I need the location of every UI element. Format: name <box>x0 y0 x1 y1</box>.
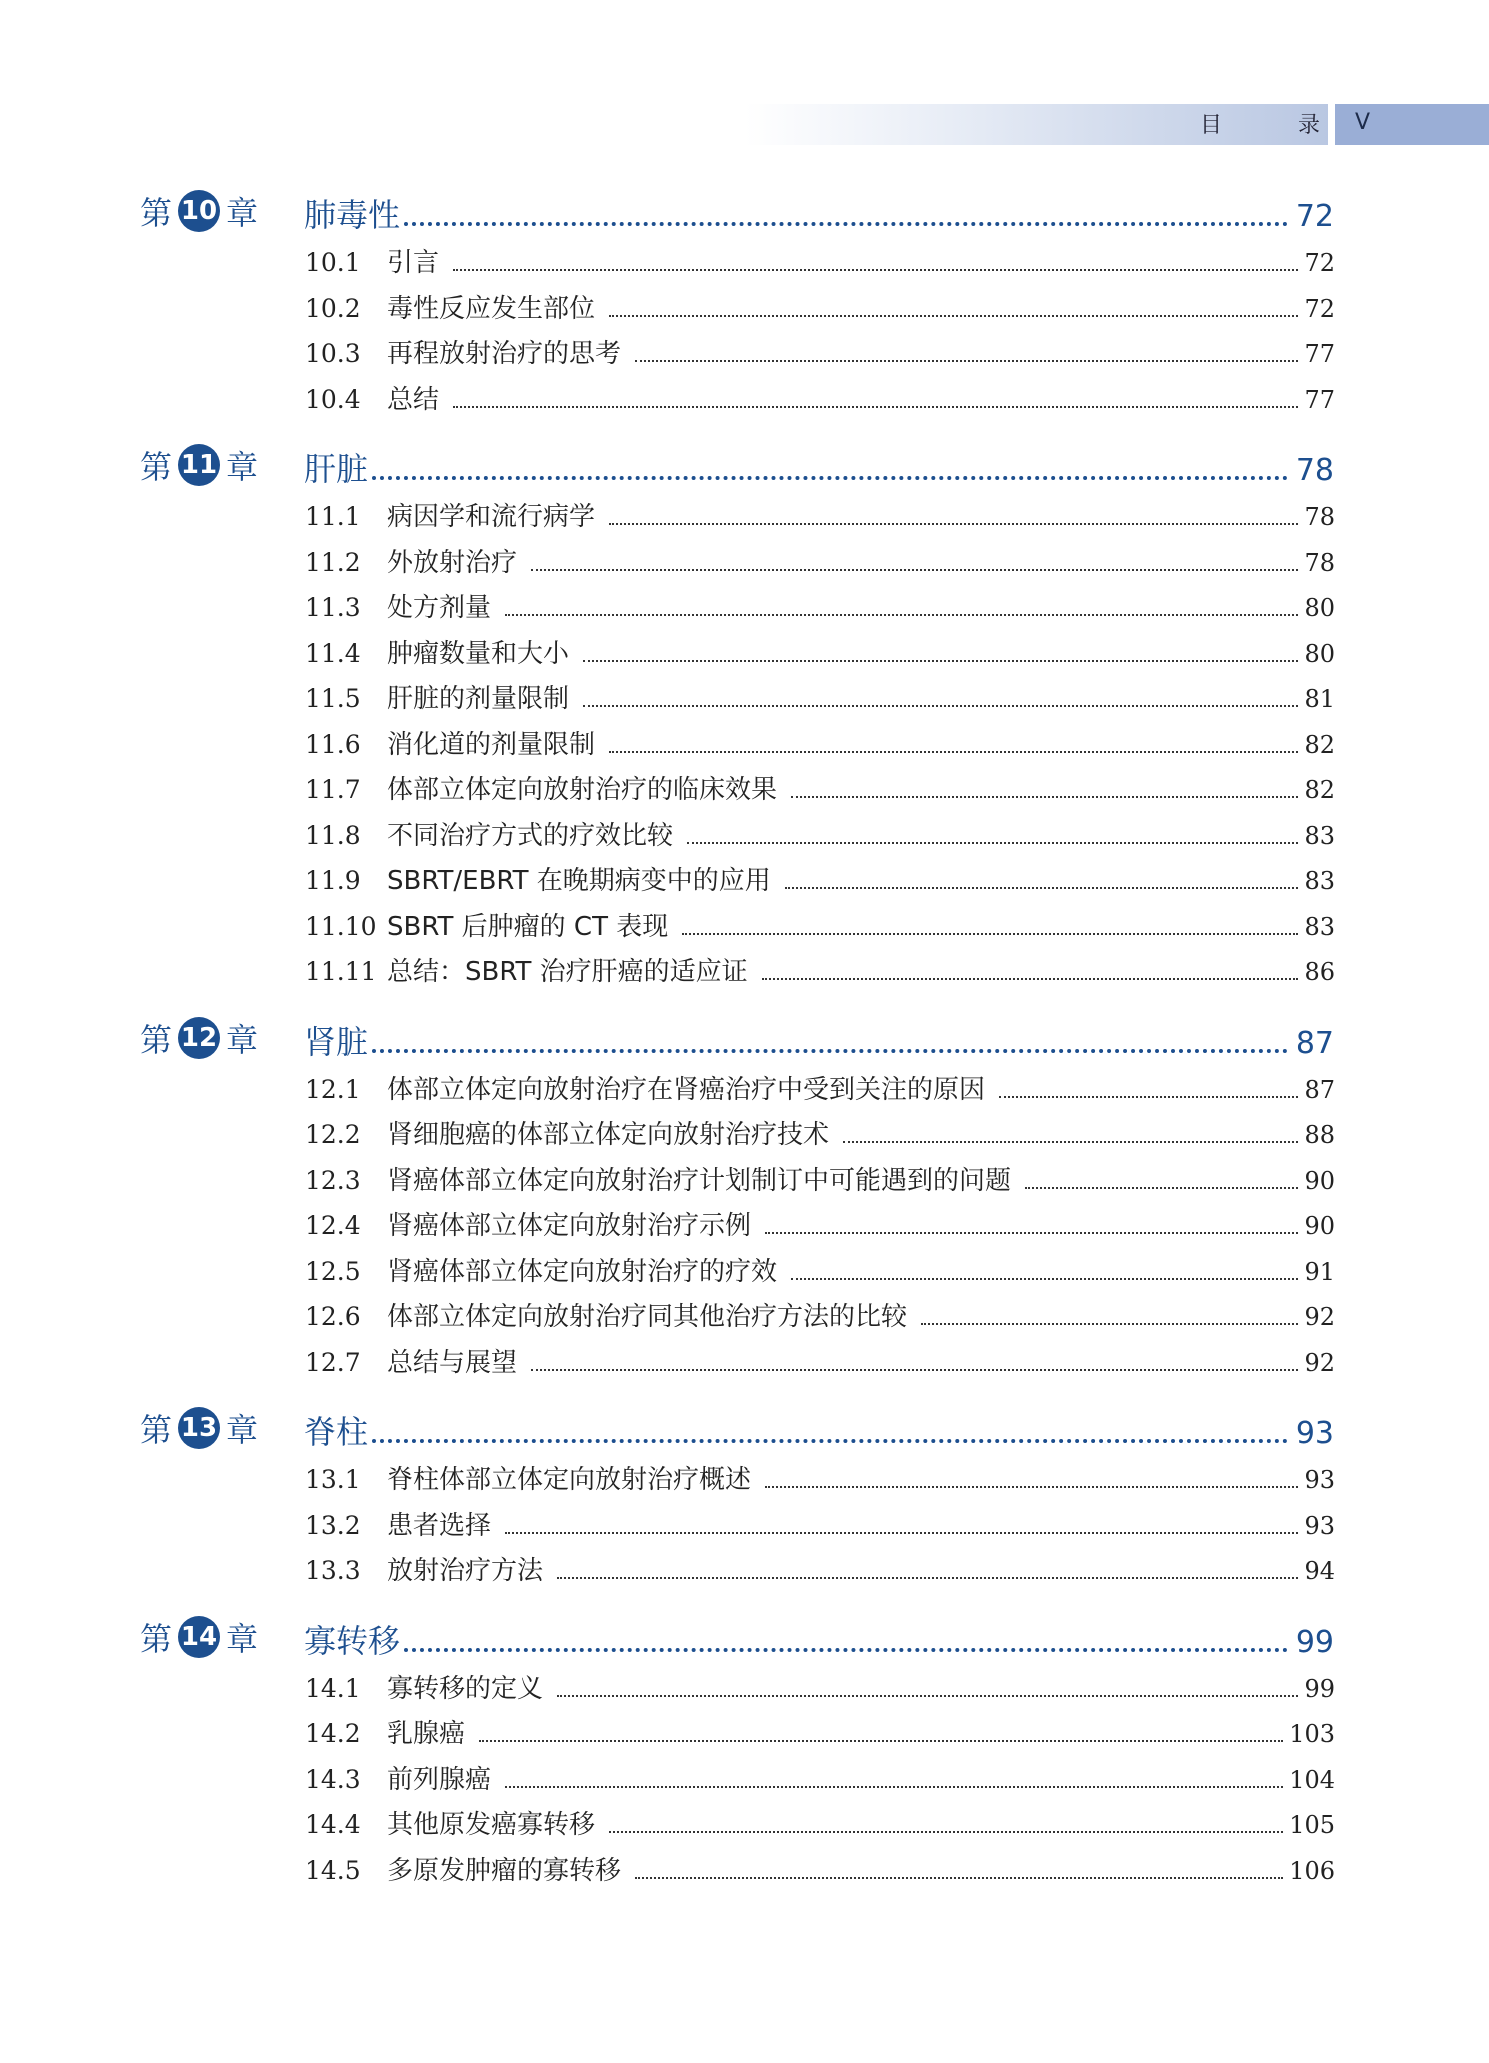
dot-leader <box>609 315 1298 317</box>
chapter-entry[interactable] <box>0 1007 1489 1065</box>
section-title: SBRT 后肿瘤的 CT 表现 <box>387 911 669 942</box>
dot-leader <box>453 269 1298 271</box>
section-page-number: 83 <box>1304 912 1335 941</box>
chapter-number-label <box>140 188 258 234</box>
dot-leader <box>791 796 1298 798</box>
section-number: 12.2 <box>305 1120 361 1150</box>
dot-leader <box>765 1232 1298 1234</box>
chapter-entry[interactable] <box>0 1606 1489 1664</box>
chapter-page-number: 99 <box>1295 1624 1334 1660</box>
section-page-number: 94 <box>1304 1557 1335 1586</box>
section-page-number: 92 <box>1304 1303 1335 1332</box>
section-page-number: 105 <box>1289 1811 1335 1840</box>
chapter-prefix: 第 <box>140 194 173 232</box>
section-line <box>305 288 1335 325</box>
section-page-number: 77 <box>1304 385 1335 414</box>
section-title: 再程放射治疗的思考 <box>387 339 622 370</box>
section-page-number: 83 <box>1304 821 1335 850</box>
section-title: 放射治疗方法 <box>387 1556 544 1587</box>
dot-leader <box>999 1096 1298 1098</box>
section-entry[interactable] <box>0 1501 1489 1547</box>
section-entry[interactable] <box>0 329 1489 375</box>
section-line <box>305 951 1335 988</box>
chapter-title-line <box>304 1616 1334 1662</box>
header-page-number: V <box>1355 110 1371 135</box>
section-number: 10.4 <box>305 384 361 414</box>
section-title: 体部立体定向放射治疗在肾癌治疗中受到关注的原因 <box>387 1074 986 1105</box>
chapter-title-line <box>304 1017 1334 1063</box>
section-title: 引言 <box>387 248 440 279</box>
dot-leader <box>843 1141 1298 1143</box>
section-number: 13.3 <box>305 1556 361 1586</box>
section-title: 处方剂量 <box>387 593 492 624</box>
section-page-number: 93 <box>1304 1466 1335 1495</box>
section-title: 总结：SBRT 治疗肝癌的适应证 <box>387 957 748 988</box>
section-number: 14.1 <box>305 1673 361 1703</box>
section-number: 13.2 <box>305 1510 361 1540</box>
section-entry[interactable] <box>0 947 1489 993</box>
dot-leader <box>557 1577 1298 1579</box>
section-line <box>305 1759 1335 1796</box>
section-title: 乳腺癌 <box>387 1719 466 1750</box>
section-line <box>305 906 1335 943</box>
section-page-number: 99 <box>1304 1674 1335 1703</box>
chapter-page-number: 72 <box>1295 199 1334 234</box>
section-entry[interactable] <box>0 1338 1489 1384</box>
dot-leader <box>479 1740 1283 1742</box>
section-entry[interactable] <box>0 720 1489 766</box>
section-page-number: 103 <box>1289 1720 1335 1749</box>
section-number: 11.7 <box>305 775 361 805</box>
section-title: 不同治疗方式的疗效比较 <box>387 820 674 851</box>
dot-leader <box>505 1532 1298 1534</box>
section-number: 11.2 <box>305 547 361 577</box>
section-title: 患者选择 <box>387 1510 492 1541</box>
section-entry[interactable] <box>0 1201 1489 1247</box>
chapter-title-line <box>304 1407 1334 1453</box>
section-entry[interactable] <box>0 1709 1489 1755</box>
dot-leader <box>404 1648 1288 1652</box>
chapter-title: 肾脏 <box>304 1022 369 1061</box>
section-line <box>305 1205 1335 1242</box>
section-title: 肝脏的剂量限制 <box>387 684 570 715</box>
section-number: 12.6 <box>305 1302 361 1332</box>
section-entry[interactable] <box>0 238 1489 284</box>
section-line <box>305 815 1335 852</box>
section-number: 14.2 <box>305 1719 361 1749</box>
section-title: 病因学和流行病学 <box>387 502 596 533</box>
section-number: 11.1 <box>305 502 361 532</box>
dot-leader <box>505 614 1298 616</box>
section-line <box>305 678 1335 715</box>
section-title: 肾癌体部立体定向放射治疗的疗效 <box>387 1256 778 1287</box>
section-entry[interactable] <box>0 538 1489 584</box>
section-entry[interactable] <box>0 629 1489 675</box>
section-number: 12.1 <box>305 1074 361 1104</box>
section-entry[interactable] <box>0 1664 1489 1710</box>
section-line <box>305 860 1335 897</box>
section-number: 13.1 <box>305 1465 361 1495</box>
section-entry[interactable] <box>0 1292 1489 1338</box>
section-entry[interactable] <box>0 284 1489 330</box>
section-line <box>305 1069 1335 1106</box>
section-entry[interactable] <box>0 1846 1489 1892</box>
dot-leader <box>609 751 1298 753</box>
chapter-suffix: 章 <box>226 1020 259 1059</box>
chapter-number-badge: 14 <box>178 1616 220 1658</box>
section-entry[interactable] <box>0 1546 1489 1592</box>
section-line <box>305 1804 1335 1841</box>
section-number: 14.3 <box>305 1764 361 1794</box>
chapter-number-badge: 11 <box>178 444 220 486</box>
dot-leader <box>921 1323 1298 1325</box>
section-title: 肿瘤数量和大小 <box>387 638 570 669</box>
section-number: 11.10 <box>305 911 377 941</box>
section-entry[interactable] <box>0 492 1489 538</box>
chapter-page-number: 87 <box>1295 1025 1334 1061</box>
section-number: 11.8 <box>305 820 361 850</box>
dot-leader <box>791 1278 1298 1280</box>
section-title: 毒性反应发生部位 <box>387 293 596 324</box>
section-entry[interactable] <box>0 1800 1489 1846</box>
section-line <box>305 1114 1335 1151</box>
section-page-number: 104 <box>1289 1765 1335 1794</box>
chapter-number-badge: 10 <box>178 190 220 232</box>
section-entry[interactable] <box>0 1065 1489 1111</box>
section-entry[interactable] <box>0 674 1489 720</box>
section-number: 12.5 <box>305 1256 361 1286</box>
chapter-suffix: 章 <box>226 448 259 486</box>
section-number: 10.2 <box>305 293 361 323</box>
section-line <box>305 242 1335 279</box>
section-line <box>305 587 1335 624</box>
section-entry[interactable] <box>0 856 1489 902</box>
section-line <box>305 1505 1335 1542</box>
section-number: 11.3 <box>305 593 361 623</box>
chapter-number-label <box>140 1015 258 1061</box>
section-page-number: 80 <box>1304 594 1335 623</box>
section-page-number: 80 <box>1304 639 1335 668</box>
dot-leader <box>687 842 1298 844</box>
chapter-entry[interactable] <box>0 434 1489 492</box>
section-entry[interactable] <box>0 1247 1489 1293</box>
section-line <box>305 1850 1335 1887</box>
chapter-number-label <box>140 1614 258 1660</box>
section-line <box>305 1251 1335 1288</box>
chapter-prefix: 第 <box>140 448 173 486</box>
section-title: 寡转移的定义 <box>387 1673 544 1704</box>
section-title: SBRT/EBRT 在晚期病变中的应用 <box>387 866 771 897</box>
section-line <box>305 769 1335 806</box>
section-title: 多原发肿瘤的寡转移 <box>387 1855 622 1886</box>
chapter-title: 肝脏 <box>304 450 369 488</box>
section-line <box>305 1342 1335 1379</box>
section-page-number: 78 <box>1304 548 1335 577</box>
section-entry[interactable] <box>0 765 1489 811</box>
section-entry[interactable] <box>0 1755 1489 1801</box>
dot-leader <box>404 222 1288 226</box>
chapter-prefix: 第 <box>140 1411 173 1449</box>
section-page-number: 83 <box>1304 867 1335 896</box>
section-line <box>305 496 1335 533</box>
section-line <box>305 333 1335 370</box>
dot-leader <box>682 933 1298 935</box>
section-entry[interactable] <box>0 583 1489 629</box>
section-line <box>305 1550 1335 1587</box>
section-number: 10.1 <box>305 248 361 278</box>
table-of-contents <box>0 180 1489 1891</box>
section-number: 10.3 <box>305 339 361 369</box>
section-page-number: 86 <box>1304 958 1335 987</box>
section-entry[interactable] <box>0 1455 1489 1501</box>
dot-leader <box>505 1786 1283 1788</box>
section-line <box>305 1160 1335 1197</box>
section-line <box>305 724 1335 761</box>
chapter-suffix: 章 <box>226 1411 259 1449</box>
section-page-number: 72 <box>1304 249 1335 278</box>
chapter-page-number: 78 <box>1295 453 1334 488</box>
header-gap <box>1328 104 1335 145</box>
section-entry[interactable] <box>0 1156 1489 1202</box>
section-page-number: 82 <box>1304 730 1335 759</box>
section-page-number: 93 <box>1304 1511 1335 1540</box>
section-line <box>305 379 1335 416</box>
dot-leader <box>1025 1187 1298 1189</box>
section-title: 总结与展望 <box>387 1347 518 1378</box>
dot-leader <box>785 887 1299 889</box>
dot-leader <box>531 569 1298 571</box>
section-page-number: 91 <box>1304 1257 1335 1286</box>
section-line <box>305 542 1335 579</box>
chapter-title: 寡转移 <box>304 1621 401 1660</box>
section-line <box>305 633 1335 670</box>
section-number: 12.3 <box>305 1165 361 1195</box>
section-entry[interactable] <box>0 811 1489 857</box>
dot-leader <box>635 360 1298 362</box>
chapter-number-badge: 13 <box>178 1407 220 1449</box>
chapter-title: 脊柱 <box>304 1413 369 1451</box>
section-title: 外放射治疗 <box>387 547 518 578</box>
section-line <box>305 1459 1335 1496</box>
chapter-entry[interactable] <box>0 1397 1489 1455</box>
chapter-suffix: 章 <box>226 194 259 232</box>
section-page-number: 90 <box>1304 1166 1335 1195</box>
section-entry[interactable] <box>0 375 1489 421</box>
section-page-number: 90 <box>1304 1212 1335 1241</box>
section-title: 前列腺癌 <box>387 1764 492 1795</box>
dot-leader <box>531 1369 1298 1371</box>
section-line <box>305 1296 1335 1333</box>
section-page-number: 78 <box>1304 503 1335 532</box>
section-page-number: 82 <box>1304 776 1335 805</box>
section-title: 脊柱体部立体定向放射治疗概述 <box>387 1465 752 1496</box>
section-title: 总结 <box>387 384 440 415</box>
chapter-page-number: 93 <box>1295 1416 1334 1451</box>
section-number: 14.4 <box>305 1810 361 1840</box>
section-page-number: 77 <box>1304 340 1335 369</box>
dot-leader <box>453 406 1298 408</box>
section-page-number: 72 <box>1304 294 1335 323</box>
section-number: 11.9 <box>305 866 361 896</box>
header-page-box <box>1335 104 1489 145</box>
dot-leader <box>583 705 1298 707</box>
section-title: 肾癌体部立体定向放射治疗计划制订中可能遇到的问题 <box>387 1165 1012 1196</box>
chapter-number-badge: 12 <box>178 1017 220 1059</box>
section-line <box>305 1668 1335 1705</box>
dot-leader <box>557 1695 1298 1697</box>
section-number: 12.7 <box>305 1347 361 1377</box>
chapter-number-label <box>140 442 258 488</box>
dot-leader <box>583 660 1298 662</box>
section-page-number: 88 <box>1304 1121 1335 1150</box>
section-title: 体部立体定向放射治疗的临床效果 <box>387 775 778 806</box>
header-title <box>1200 108 1320 139</box>
section-title: 肾癌体部立体定向放射治疗示例 <box>387 1211 752 1242</box>
dot-leader <box>762 978 1299 980</box>
chapter-title-line <box>304 190 1334 236</box>
section-number: 11.6 <box>305 729 361 759</box>
chapter-title: 肺毒性 <box>304 196 401 234</box>
chapter-suffix: 章 <box>226 1619 259 1658</box>
section-page-number: 81 <box>1304 685 1335 714</box>
section-title: 体部立体定向放射治疗同其他治疗方法的比较 <box>387 1302 908 1333</box>
chapter-number-label <box>140 1405 258 1451</box>
header-title-char: 录 <box>1297 113 1320 138</box>
section-title: 肾细胞癌的体部立体定向放射治疗技术 <box>387 1120 830 1151</box>
dot-leader <box>635 1877 1283 1879</box>
section-line <box>305 1713 1335 1750</box>
dot-leader <box>609 523 1298 525</box>
section-page-number: 87 <box>1304 1075 1335 1104</box>
chapter-title-line <box>304 444 1334 490</box>
section-page-number: 106 <box>1289 1856 1335 1885</box>
section-number: 12.4 <box>305 1211 361 1241</box>
dot-leader <box>609 1831 1283 1833</box>
section-entry[interactable] <box>0 902 1489 948</box>
section-title: 消化道的剂量限制 <box>387 729 596 760</box>
chapter-entry[interactable] <box>0 180 1489 238</box>
section-number: 11.5 <box>305 684 361 714</box>
dot-leader <box>765 1486 1298 1488</box>
section-number: 11.4 <box>305 638 361 668</box>
section-title: 其他原发癌寡转移 <box>387 1810 596 1841</box>
dot-leader <box>372 1049 1288 1053</box>
section-entry[interactable] <box>0 1110 1489 1156</box>
dot-leader <box>372 476 1288 480</box>
chapter-prefix: 第 <box>140 1020 173 1059</box>
dot-leader <box>372 1439 1288 1443</box>
header-title-char: 目 <box>1200 113 1223 138</box>
section-page-number: 92 <box>1304 1348 1335 1377</box>
chapter-prefix: 第 <box>140 1619 173 1658</box>
section-number: 11.11 <box>305 957 377 987</box>
section-number: 14.5 <box>305 1855 361 1885</box>
